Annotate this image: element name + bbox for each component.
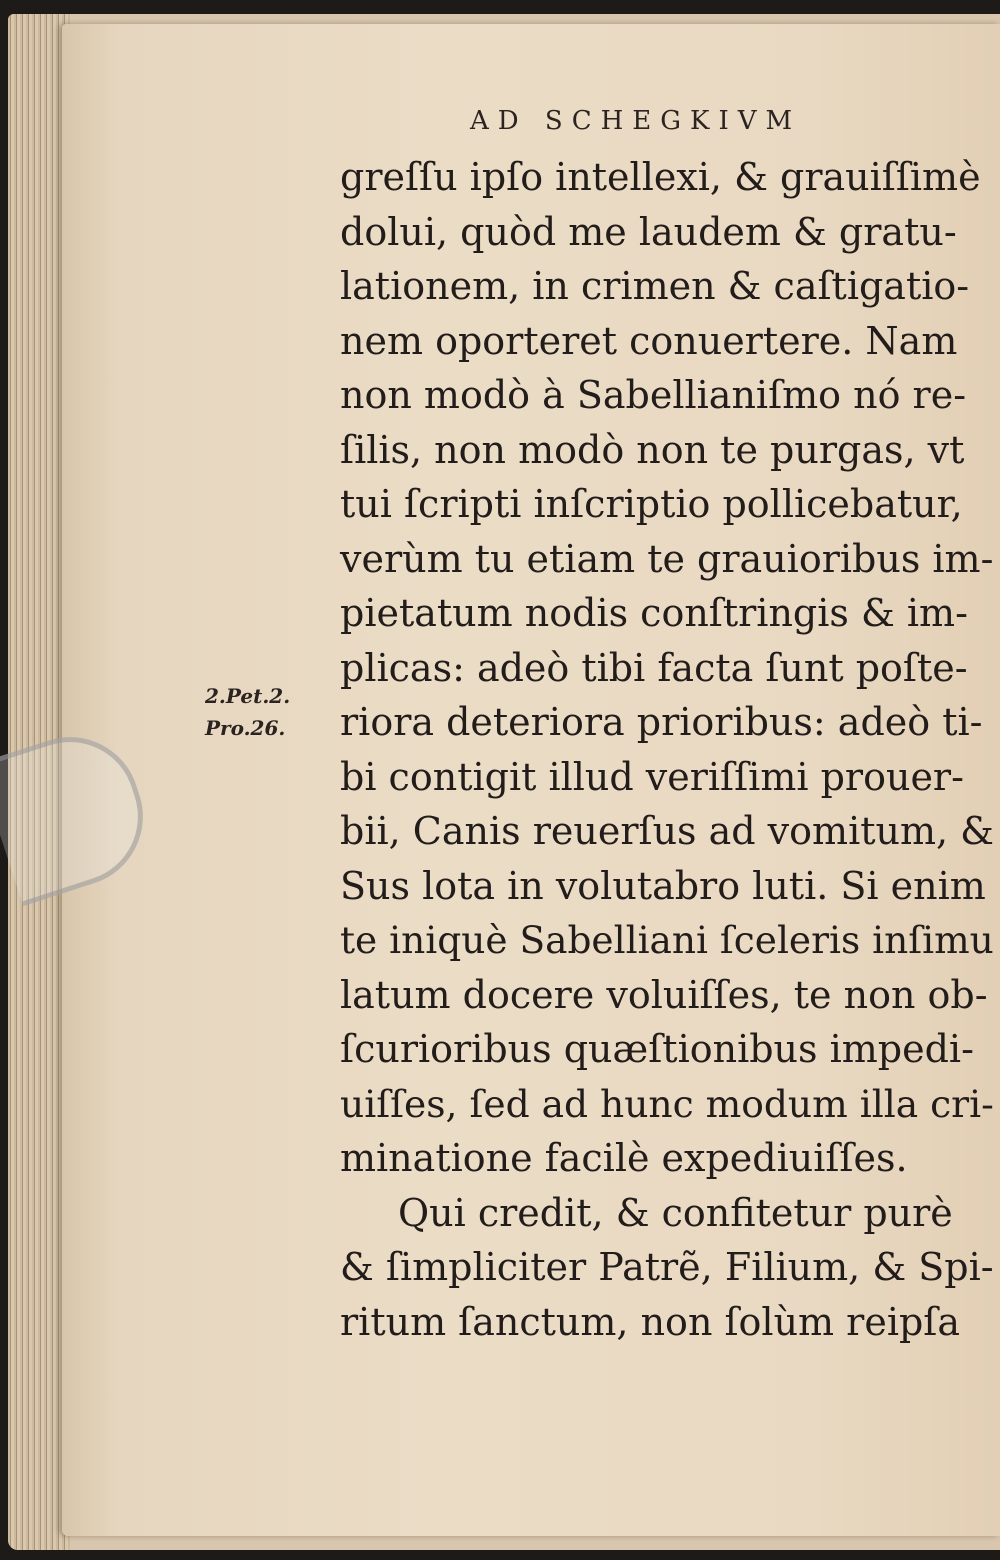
text-line: non modò à Sabellianiſmo nó re- [340,373,967,417]
running-head: AD SCHEGKIVM [470,106,802,136]
text-line: ſilis, non modò non te purgas, vt [340,427,965,472]
text-line: uiſſes, ſed ad hunc modum illa cri- [340,1081,994,1126]
text-line: Sus lota in volutabro luti. Si enim [340,863,986,908]
text-line: plicas: adeò tibi facta ſunt poſte- [340,645,968,690]
text-line: riora deteriora prioribus: adeò ti- [340,700,983,744]
text-line: latum docere voluiſſes, te non ob- [340,972,988,1017]
text-line: verùm tu etiam te grauioribus im- [340,536,994,581]
text-line: ſcurioribus quæſtionibus impedi- [340,1027,974,1071]
text-line: minatione facilè expediuiſſes. [340,1136,908,1180]
text-line: ritum ſanctum, non ſolùm reipſa [340,1299,961,1344]
text-line: & ſimpliciter Patrẽ, Filium, & Spi- [340,1245,994,1289]
text-line: greſſu ipſo intellexi, & grauiſſimè [340,155,981,199]
text-line: te iniquè Sabelliani ſceleris inſimu [340,918,994,962]
text-line: tui ſcripti inſcriptio pollicebatur, [340,482,963,526]
margin-note: Pro.26. [205,716,286,740]
text-line: dolui, quòd me laudem & gratu- [340,209,957,254]
marginal-notes [205,680,290,744]
text-line: bii, Canis reuerſus ad vomitum, & [340,809,994,853]
text-line: pietatum nodis conſtringis & im- [340,591,968,635]
body-text [340,150,994,1349]
text-line: nem oporteret conuertere. Nam [340,318,958,363]
text-line: Qui credit, & confitetur purè [398,1190,953,1235]
margin-note: 2.Pet.2. [205,684,291,708]
text-line: bi contigit illud veriſſimi prouer- [340,754,964,799]
text-line: lationem, in crimen & caſtigatio- [340,264,970,308]
